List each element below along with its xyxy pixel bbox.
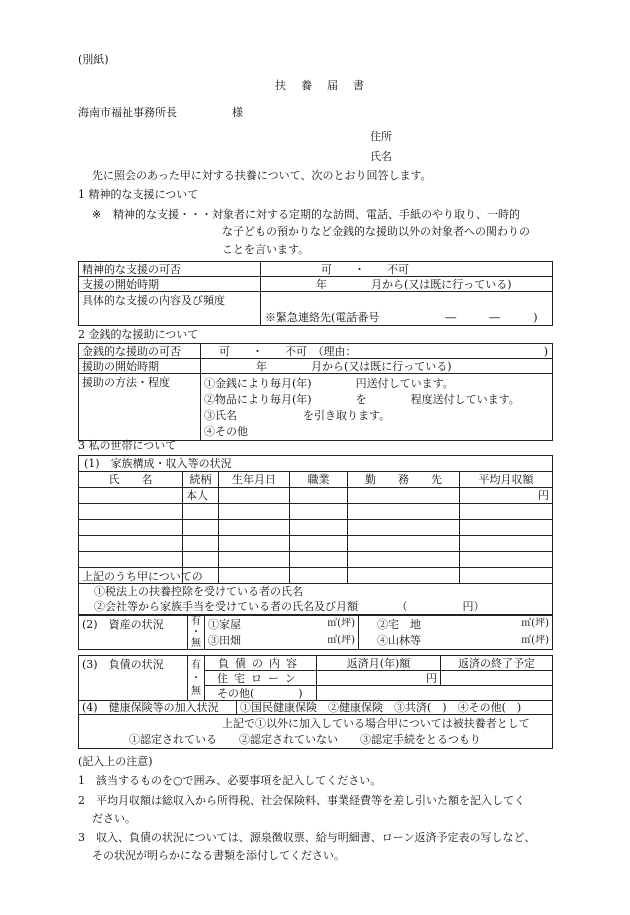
row-label: 支援の開始時期 [79, 277, 261, 292]
row-label: 援助の開始時期 [79, 359, 201, 374]
debt-table [78, 655, 553, 701]
cell[interactable] [79, 488, 183, 504]
debt-amount[interactable] [317, 686, 441, 701]
table-row [79, 262, 553, 277]
asset-unit[interactable]: ㎡(坪) [451, 633, 553, 650]
cell[interactable] [219, 552, 290, 568]
table-row [79, 488, 553, 504]
availability-text: 可 ・ 不可 （理由： [219, 344, 357, 358]
debt-col-content: 負債の内容 [205, 656, 317, 671]
cell[interactable] [79, 520, 183, 536]
row-value[interactable] [201, 344, 553, 359]
cell[interactable] [183, 520, 219, 536]
cell[interactable] [460, 552, 553, 568]
cell[interactable] [219, 504, 290, 520]
row-value[interactable]: 年 月から(又は既に行っている) [201, 359, 553, 374]
umu-sep: ・ [191, 672, 201, 684]
methods-cell[interactable] [201, 374, 553, 441]
method-item: ①金銭により毎月(年) 円送付しています。 [204, 377, 454, 390]
table-row [79, 277, 553, 292]
row-label: 援助の方法・程度 [79, 374, 201, 441]
name-label: 氏名 [370, 150, 392, 163]
table-row [79, 472, 553, 488]
row-value[interactable]: 年 月から(又は既に行っている) [261, 277, 553, 292]
financial-support-table [78, 343, 553, 441]
cell[interactable] [290, 520, 348, 536]
cell[interactable] [348, 504, 460, 520]
honorific: 様 [232, 106, 243, 119]
insurance-note: 上記で①以外に加入している場合甲については被扶養者として [222, 717, 530, 730]
asset-name: ①家屋 [205, 616, 301, 633]
asset-unit[interactable]: ㎡(坪) [301, 616, 359, 633]
method-item: ④その他 [204, 425, 248, 438]
attachment-label: (別紙) [78, 53, 109, 66]
kou-item: ①税法上の扶養控除を受けている者の氏名 [94, 585, 303, 598]
assets-label: (2) 資産の状況 [79, 616, 188, 650]
cell-relation: 本人 [183, 488, 219, 504]
cell[interactable] [460, 520, 553, 536]
debt-amount[interactable]: 円 [317, 671, 441, 686]
table-row [79, 656, 553, 671]
method-item: ②物品により毎月(年) を 程度送付しています。 [204, 393, 520, 406]
cell[interactable] [290, 488, 348, 504]
note-line-2: な子どもの預かりなど金銭的な援助以外の対象者への関わりの [222, 225, 530, 238]
note-item: 1 該当するものを○で囲み、必要事項を記入してください。 [78, 774, 382, 787]
debt-item: 住宅ローン [205, 671, 317, 686]
section2-heading: 2 金銭的な援助について [78, 328, 199, 341]
row-value[interactable]: ※緊急連絡先(電話番号 ― ― ) [261, 292, 553, 326]
cell-income[interactable]: 円 [460, 488, 553, 504]
col-header-relation: 続柄 [183, 472, 219, 488]
cell[interactable] [79, 504, 183, 520]
notes-heading: (記入上の注意) [78, 755, 153, 768]
note-mark: ※ [92, 208, 102, 221]
cell[interactable] [183, 552, 219, 568]
debt-label: (3) 負債の状況 [79, 656, 188, 701]
cell[interactable] [290, 504, 348, 520]
cell[interactable] [183, 536, 219, 552]
col-header-workplace: 勤 務 先 [348, 472, 460, 488]
cell[interactable] [348, 536, 460, 552]
intro-text: 先に照会のあった甲に対する扶養について、次のとおり回答します。 [92, 169, 432, 182]
note-item: ださい。 [92, 812, 136, 825]
table-row [79, 520, 553, 536]
asset-name: ③田畑 [205, 633, 301, 650]
note-line-1: 精神的な支援・・・対象者に対する定期的な訪問、電話、手紙のやり取り、一時的 [113, 208, 520, 221]
household-subheading: (1) 家族構成・収入等の状況 [84, 457, 232, 470]
note-item: 2 平均月収額は総収入から所得税、社会保険料、事業経費等を差し引いた額を記入してく [78, 794, 525, 807]
asset-unit[interactable]: ㎡(坪) [301, 633, 359, 650]
table-row [79, 616, 553, 633]
row-value[interactable]: 可 ・ 不可 [261, 262, 553, 277]
table-row [79, 344, 553, 359]
col-header-name: 氏 名 [79, 472, 183, 488]
debt-end[interactable] [441, 671, 553, 686]
assets-table [78, 615, 553, 650]
insurance-label: (4) 健康保険等の加入状況 [79, 701, 237, 715]
address-label: 住所 [370, 130, 392, 143]
addressee: 海南市福祉事務所長 [78, 106, 177, 119]
col-header-occupation: 職業 [290, 472, 348, 488]
cell[interactable] [79, 552, 183, 568]
insurance-options[interactable]: ①国民健康保険 ②健康保険 ③共済( ) ④その他( ) [237, 701, 553, 715]
debt-col-end: 返済の終了予定 [441, 656, 553, 671]
insurance-choices[interactable]: ①認定されている ②認定されていない ③認定手続をとるつもり [129, 733, 481, 746]
asset-unit[interactable]: ㎡(坪) [451, 616, 553, 633]
cell[interactable] [290, 536, 348, 552]
table-row [79, 374, 553, 441]
table-row [79, 552, 553, 568]
cell[interactable] [219, 536, 290, 552]
table-row [79, 536, 553, 552]
debt-col-monthly: 返済月(年)額 [317, 656, 441, 671]
cell[interactable] [348, 552, 460, 568]
table-row [79, 701, 553, 715]
insurance-table [78, 700, 553, 749]
section3-heading: 3 私の世帯について [78, 439, 177, 452]
assets-umu[interactable] [188, 616, 205, 650]
col-header-income: 平均月収額 [460, 472, 553, 488]
umu-no: 無 [191, 685, 201, 697]
umu-no: 無 [191, 638, 201, 649]
insurance-note-cell [79, 715, 553, 749]
umu-yes: 有 [191, 616, 201, 627]
cell[interactable] [219, 520, 290, 536]
cell[interactable] [79, 536, 183, 552]
document-title: 扶 養 届 書 [275, 79, 366, 92]
section1-heading: 1 精神的な支援について [78, 188, 199, 201]
kou-item: ②会社等から家族手当を受けている者の氏名及び月額 （ 円） [94, 600, 485, 613]
note-item: その状況が明らかになる書類を添付してください。 [92, 849, 345, 862]
cell[interactable] [290, 552, 348, 568]
debt-item[interactable]: その他( ) [205, 686, 317, 701]
cell[interactable] [460, 504, 553, 520]
reason-close: ) [543, 345, 548, 358]
mental-support-table [78, 261, 553, 326]
debt-umu[interactable] [188, 656, 205, 701]
cell[interactable] [460, 536, 553, 552]
umu-yes: 有 [191, 659, 201, 671]
row-label: 精神的な支援の可否 [79, 262, 261, 277]
note-item: 3 収入、負債の状況については、源泉徴収票、給与明細書、ローン返済予定表の写しなど、 [78, 831, 536, 844]
umu-sep: ・ [191, 627, 201, 638]
kou-title: 上記のうち甲についての [82, 570, 203, 583]
table-row [79, 715, 553, 749]
note-line-3: ことを言います。 [222, 243, 310, 256]
method-item: ③氏名 を引き取ります。 [204, 409, 391, 422]
cell[interactable] [219, 488, 290, 504]
row-label: 金銭的な援助の可否 [79, 344, 201, 359]
household-subheader [78, 455, 553, 471]
cell[interactable] [183, 504, 219, 520]
kou-info-block [78, 567, 553, 615]
cell[interactable] [348, 488, 460, 504]
asset-name: ②宅 地 [359, 616, 451, 633]
table-row [79, 504, 553, 520]
col-header-birthdate: 生年月日 [219, 472, 290, 488]
debt-end[interactable] [441, 686, 553, 701]
cell[interactable] [348, 520, 460, 536]
asset-name: ④山林等 [359, 633, 451, 650]
table-row [79, 292, 553, 326]
row-label: 具体的な支援の内容及び頻度 [79, 292, 261, 326]
table-row [79, 359, 553, 374]
